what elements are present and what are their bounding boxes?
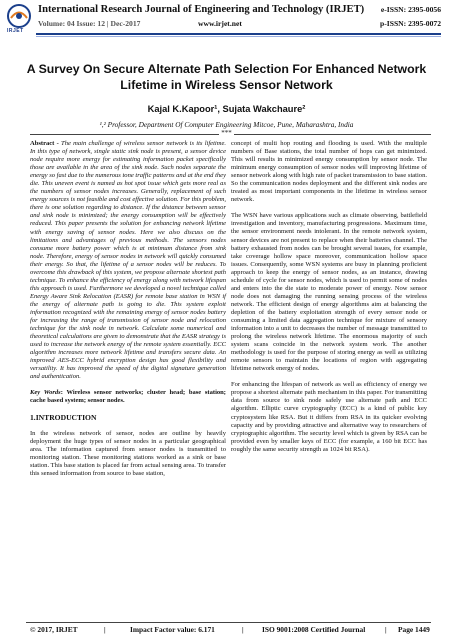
right-column: [231, 140, 427, 462]
journal-website[interactable]: www.irjet.net: [198, 19, 242, 28]
footer-sep: |: [242, 625, 244, 634]
footer-iso: ISO 9001:2008 Certified Journal: [262, 625, 366, 634]
journal-header: [0, 0, 453, 40]
intro-heading: 1.INTRODUCTION: [30, 412, 97, 422]
footer-sep: |: [385, 625, 387, 634]
divider-mark: ***: [221, 129, 232, 137]
journal-title: International Research Journal of Engineering and Technology (IRJET): [38, 4, 365, 15]
paper-authors: Kajal K.Kapoor¹, Sujata Wakchaure²: [147, 104, 306, 114]
volume-issue: Volume: 04 Issue: 12 | Dec-2017: [38, 19, 141, 28]
right-paragraph-3: For enhancing the lifespan of network as well as efficiency of energy we propose a shortest alternate path mechanism in this paper. For transmitting data from source to sink node safely use alternate path and ECC algorithm. Elliptic curve cryptography (ECC) is a kind of public key cryptosystem like RSA. But it differs from RSA in its quicker evolving capacity and by providing attractive and alternative way to researchers of cryptographic algorithm. The security level which is given by RSA can be provided even by smaller keys of ECC (for example, a 160 bit ECC has roughly the same security strength as 1024 bit RSA).: [231, 381, 427, 453]
abstract-text: The main challenge of wireless sensor network is its lifetime. In this type of network, single static sink node is present, a sensor device node require more energy for estimating information packet specifically those are available in the area of the sink node. Such nodes separate the energy so fast due to the numerous tone traffic patterns and at the end they die. This uneven event is named as hot spot issue which gets more real as the numbers of sensor nodes increases. Generally, replacement of such energy sources is not feasible and cost effective solution. For this problem, there is one solution regarding to distance. If the distance between sensor and sink node is minimized; the energy consumption will be effectively reduced. This paper presents the solution for enhancing network lifetime with energy saving of sensor nodes. Here we also discuss on the limitations and advantages of previous methods. The sensors nodes consume more battery power which is at minimum distance from sink node. Therefore, energy of sensor nodes in network will quickly consumed their energy. So that, the lifetime of a sensor nodes will be reduces. To overcome this drawback of this system, we propose alternate shortest path technique. To enhance the efficiency of energy along with network lifespan this approach is used. Furthermore we developed a novel technique called Energy Aware Sink Relocation (EASR) for remote base station in WSN if the energy of alternate path is going to die. This system exploit information recognized with the remaining energy of sensor nodes battery for increasing the range of transmission of sensor node and relocation technique for the sink node in network. Calculate some numerical and theoretical calculations are given to demonstrate that the EASR strategy is used to increase the network energy of the remote system essentially. ECC algorithm increases more network lifetime and transfers secure data. An improved AES-ECC hybrid encryption design has good flexibility and versatility. It has improved the speed of the digital signature generation and authentication.: [30, 140, 226, 381]
keywords: [30, 389, 226, 405]
paper-title: A Survey On Secure Alternate Path Selection For Enhanced Network Lifetime in Wireless Sensor Network: [26, 62, 427, 92]
right-paragraph-2: The WSN have various applications such as climate observing, battlefield investigation and inventory, manufacturing progressions. Maximum time, the sensor environment needs intolerant. In the remote network system, sensor devices are not present to replace when their batteries channel. The battery exhausted from nodes can be brought several issues, for example, take coverage hollow space moreover, communication hollow space issues. Consequently, some WSN systems are busy in planning proficient approach to keep the energy of sensor nodes, as an instance, drawing schedule of cycle for sensor nodes, which is used to permit some of nodes and enters into the die state to moderate power of energy. Now sensor node does not damaging the running sensing process of the wireless network. The efficient design of energy algorithms aim at balancing the depletion of the battery exploitation strength of every sensor node or consuming a limited data aggregation technique for mixture of sensory information into a unit to decreases the number of message transmitted to prolong the wireless network lifetime. The enormous majority of such system scans coincide in the network system work. The another methodology is used for the purpose of storing energy as well as utilizing remote sensors to maintain the locations of region with aggregating lifetime network energy of nodes.: [231, 212, 427, 373]
abstract: [30, 140, 226, 381]
p-issn: p-ISSN: 2395-0072: [380, 19, 441, 28]
keywords-text: : Wireless sensor networks; cluster head; base station; cache based system; sensor nodes.: [30, 389, 226, 405]
keywords-label: Key Words: [30, 389, 61, 397]
logo-text: IRJET: [7, 28, 24, 34]
right-paragraph-1: concept of multi hop routing and flooding is used. With the multiple numbers of Base stations, the total number of hops can get minimized. This will results in minimized energy consumption by sensor node. The minimum energy consumption of sensor nodes will improving lifetime of sensor network along with high rate of packet transmission to base station. So the communication nodes deployment and the different sink nodes are treated as most important components in the lifetime in wireless sensor network.: [231, 140, 427, 204]
footer-page-number: Page 1449: [398, 625, 430, 634]
e-issn: e-ISSN: 2395-0056: [380, 5, 441, 14]
footer-impact-factor: Impact Factor value: 6.171: [130, 625, 215, 634]
header-rule-thin: [36, 36, 441, 37]
author-affiliation: ¹,² Professor, Department Of Computer Engineering Mitcoe, Pune, Maharashtra, India: [99, 120, 354, 129]
footer-copyright: © 2017, IRJET: [30, 625, 78, 634]
header-rule: [36, 33, 441, 35]
irjet-logo-icon: [6, 3, 32, 29]
footer-rule: [26, 622, 431, 623]
abstract-label: Abstract -: [30, 140, 62, 147]
footer-sep: |: [104, 625, 106, 634]
intro-paragraph-1: In the wireless network of sensor, nodes are outline by heavily deployment the huge types of sensor nodes in a particular geographical area. The information captured from sensor nodes is transmitted to monitoring station. These monitoring stations worked as a sink or base station. This base station is placed far from actual sensing area. To transfer this sensed information from source to base station,: [30, 429, 226, 477]
left-column: [30, 140, 226, 486]
